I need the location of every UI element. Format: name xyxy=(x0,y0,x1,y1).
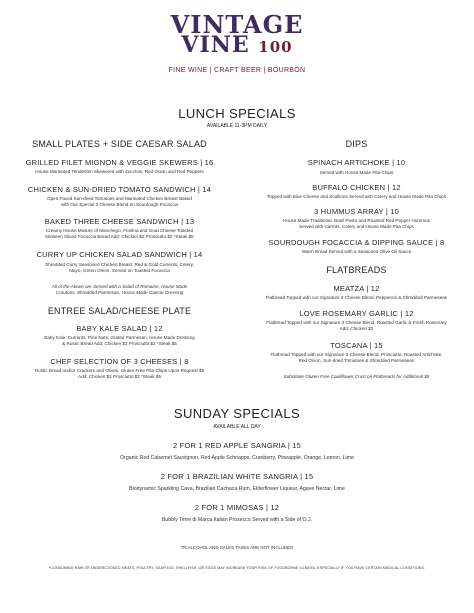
tax-note: TN ALCOHOL AND SALES TAXES ARE NOT INCLUDED xyxy=(180,545,294,550)
item-desc: Flatbread Topped with our Signature 3 Cheese Blend, Roasted Garlic & Fresh Rosemary xyxy=(266,320,447,325)
entree-heading: ENTREE SALAD/CHEESE PLATE xyxy=(47,306,192,316)
logo-line1: VINTAGE xyxy=(170,10,304,39)
item-desc: Topped with Blue Cheese and Scallions Served with Celery and House Made Pita Chips xyxy=(266,194,446,199)
item-desc: Flatbread Topped with our Signature 3 Cheese Blend, Pepperoni & Shredded Parmesean xyxy=(265,295,448,300)
item-desc: Rustic Bread and/or Crackers and Olives, Gluten Free Pita Chips Upon Request $5 xyxy=(34,368,205,373)
item-title: GRILLED FILET MIGNON & VEGGIE SKEWERS | 16 xyxy=(25,158,214,167)
flatbreads-note: Substitute Gluten Free Cauliflower Crust on Flatbreads for Additional $5 xyxy=(283,374,430,379)
logo-vine-word: VINE xyxy=(181,32,250,58)
item-title: BABY KALE SALAD | 12 xyxy=(76,324,163,333)
item-title: LOVE ROSEMARY GARLIC | 12 xyxy=(299,309,414,318)
sunday-item-title: 2 FOR 1 MIMOSAS | 12 xyxy=(194,503,280,512)
item-desc: House Made Traditional, Basil Pesto and Roasted Red Pepper Hummus xyxy=(283,218,430,223)
item-title: BAKED THREE CHEESE SANDWICH | 13 xyxy=(44,217,195,226)
item-desc: Served with Carrots, Celery and House Made Pita Chips xyxy=(299,224,414,229)
item-desc: & Rustic Bread Add: Chicken $2 Prosciutto $2 *Steak $5 xyxy=(62,341,177,346)
item-desc: Creamy House Mixture of Manchego, Fontina and Goat Cheese Toasted xyxy=(45,228,194,233)
sunday-title: SUNDAY SPECIALS xyxy=(173,406,301,421)
item-desc: House Marinated Tenderloin Skewered with Zucchini, Red Onion and Red Peppers xyxy=(35,169,204,174)
dips-heading: DIPS xyxy=(345,139,368,149)
item-title: CURRY UP CHICKEN SALAD SANDWICH | 14 xyxy=(36,250,203,259)
item-title: TOSCANA | 15 xyxy=(330,341,383,350)
item-desc: Red Onion, Sun-dried Tomatoes & Shredded Parmesean xyxy=(298,358,415,363)
item-desc: Served with House Made Pita Chips xyxy=(319,170,394,175)
sunday-item-desc: Bubbly Terre di Marca Italian Prosecco Served with a Side of O.J. xyxy=(161,517,313,523)
item-desc: Open Faced Sun-dried Tomatoes and Marinated Chicken Breast Baked xyxy=(47,196,192,201)
item-desc: Shredded Curry Seasoned Chicken Breast, Red & Gold Currents, Celery, xyxy=(45,262,194,267)
item-desc: between Sliced Focaccia Bread Add: Chicken $2 Prosciutto $2 *Steak $5 xyxy=(45,234,194,239)
disclaimer: *CONSUMING RAW OR UNDERCOOKED MEATS, POULTRY, SEAFOOD, SHELLFISH, OR EGGS MAY INCREASE YOUR RISK OF FOODBORNE ILLNESS, ESPECIALLY IF YOU HAVE CERTAIN MEDICAL CONDITIONS. xyxy=(48,566,426,570)
item-title: CHICKEN & SUN-DRIED TOMATO SANDWICH | 14 xyxy=(27,185,212,194)
item-title: CHEF SELECTION OF 3 CHEESES | 8 xyxy=(50,357,189,366)
sunday-item-title: 2 FOR 1 BRAZILIAN WHITE SANGRIA | 15 xyxy=(160,472,314,481)
item-title: SPINACH ARTICHOKE | 10 xyxy=(307,158,406,167)
item-desc: Add: Chicken $2 xyxy=(339,326,374,331)
small-plates-note: Croutons, Shredded Parmesan, House Made Caesar Dressing xyxy=(55,290,184,295)
sunday-item-desc: Organic Red Cabernet Sauvignon, Red Apple Schnapps, Cranberry, Pineapple, Orange, Lemon, Lime xyxy=(120,455,354,461)
lunch-subtitle: AVAILABLE 11-3PM DAILY xyxy=(206,123,268,129)
item-desc: Warm Bread Served with a Seasoned Olive Oil Sauce xyxy=(301,249,412,254)
small-plates-note: All of the Above are Served with a Salad of Romaine, House Made xyxy=(51,284,188,289)
item-title: BUFFALO CHICKEN | 12 xyxy=(312,183,401,192)
small-plates-heading: SMALL PLATES + SIDE CAESAR SALAD xyxy=(32,139,207,149)
logo-number: 100 xyxy=(258,38,293,56)
item-desc: Add: Chicken $2 Prosciutto $2 *Steak $5 xyxy=(78,374,161,379)
item-desc: Baby Kale, Currants, Pine Nuts, Grated Parmesan, House Made Dressing xyxy=(44,335,195,340)
lunch-title: LUNCH SPECIALS xyxy=(178,106,296,121)
item-desc: Mayo, Green Onion, Served on Toasted Focaccia xyxy=(69,268,170,273)
logo-line2 xyxy=(0,32,474,58)
sunday-item-title: 2 FOR 1 RED APPLE SANGRIA | 15 xyxy=(173,441,301,450)
flatbreads-heading: FLATBREADS xyxy=(326,265,387,275)
item-desc: Flatbread Topped with our Signature 3 Cheese Blend, Prosciutto, Roasted Artichoke, xyxy=(270,352,443,357)
sunday-item-desc: Biodynamic Sparkling Cava, Brazilian Cachaca Rum, Elderflower Liqueur, Agave Nectar, Lime xyxy=(129,486,345,492)
logo xyxy=(0,8,474,86)
logo-tagline: FINE WINE | CRAFT BEER | BOURBON xyxy=(168,67,306,74)
sunday-subtitle: AVAILABLE ALL DAY xyxy=(213,424,261,430)
item-title: MEATZA | 12 xyxy=(333,284,380,293)
item-desc: with Our Special 3 Cheese Blend on Sourdough Focaccia xyxy=(60,202,179,207)
item-title: SOURDOUGH FOCACCIA & DIPPING SAUCE | 8 xyxy=(268,238,445,247)
item-title: 3 HUMMUS ARRAY | 10 xyxy=(313,207,400,216)
